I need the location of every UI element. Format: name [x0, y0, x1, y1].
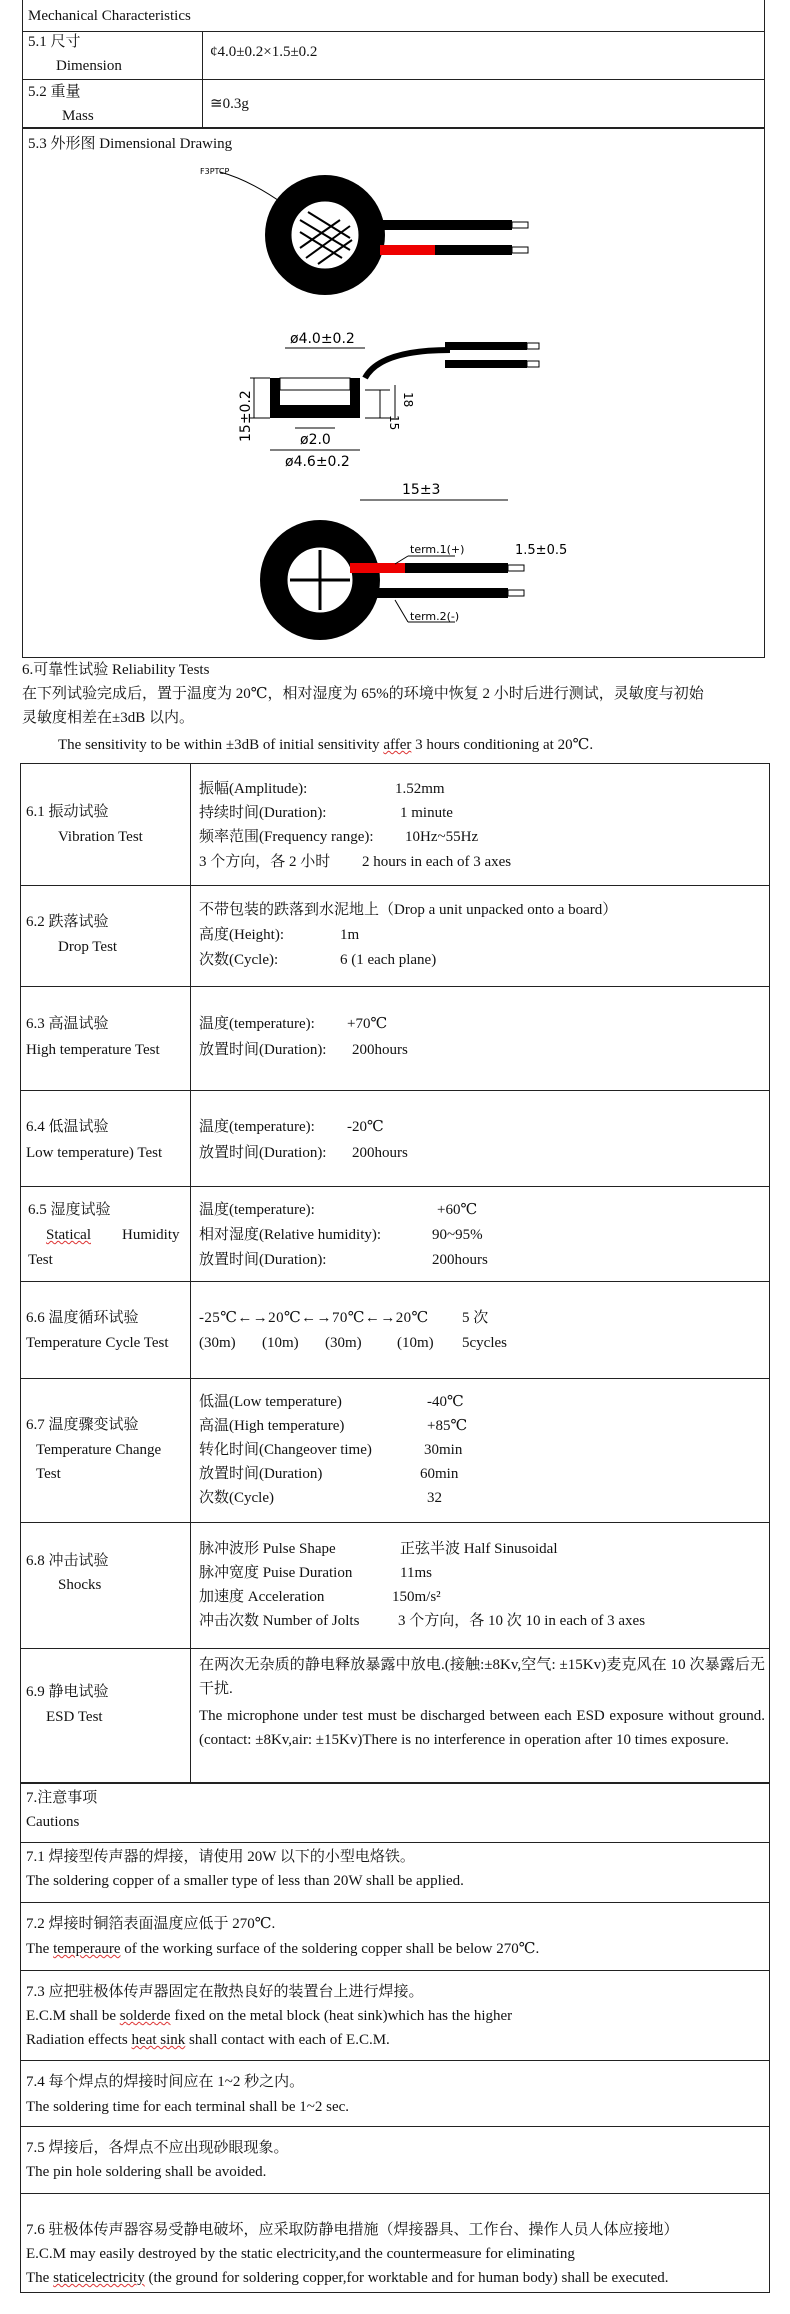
reliability-title: 6.可靠性试验 Reliability Tests — [22, 662, 210, 678]
test-6-4-l2: 放置时间(Duration): — [199, 1145, 327, 1161]
dimension-label-en: Dimension — [56, 58, 122, 74]
caution-7-2-en-a: The — [26, 1941, 54, 1957]
test-6-5-en2: Humidity — [122, 1227, 180, 1243]
caution-7-3-en1 — [26, 2004, 512, 2028]
caution-7-4-en: The soldering time for each terminal shall be 1~2 sec. — [26, 2099, 350, 2115]
dimensional-drawing — [190, 160, 580, 650]
test-6-3-l1: 温度(temperature): — [199, 1016, 315, 1032]
test-6-1-cn: 6.1 振动试验 — [26, 804, 109, 820]
test-6-9-cn-text: 在两次无杂质的静电释放暴露中放电.(接触:±8Kv,空气: ±15Kv)麦克风在 10 次暴露后无干扰. — [199, 1657, 765, 1697]
test-6-8-v1: 正弦半波 Half Sinusoidal — [400, 1541, 558, 1557]
test-6-8-l1: 脉冲波形 Pulse Shape — [199, 1541, 336, 1557]
caution-7-3-en1-b: solderde — [119, 2008, 171, 2024]
caution-7-6-en2-b: staticelectricity — [53, 2270, 145, 2286]
test-6-1-l4: 3 个方向，各 2 小时 — [199, 854, 331, 870]
caution-7-3-en2-a: Radiation effects — [26, 2032, 132, 2048]
caution-7-3-en1-a: E.C.M shall be — [26, 2008, 120, 2024]
test-6-6-t4: (10m) — [397, 1335, 434, 1351]
test-6-9-en: ESD Test — [46, 1709, 103, 1725]
test-6-3-v1: +70℃ — [347, 1016, 388, 1032]
test-6-6-en: Temperature Cycle Test — [26, 1335, 169, 1351]
test-6-6-t5: 5cycles — [462, 1335, 507, 1351]
dimension-label-cn: 5.1 尺寸 — [28, 34, 81, 50]
caution-7-2-en-b: temperaure — [53, 1941, 121, 1957]
reliability-en-a: The sensitivity to be within ±3dB of initial sensitivity — [58, 737, 384, 753]
caution-7-3-en2-c: shall contact with each of E.C.M. — [185, 2032, 390, 2048]
test-6-7-en2: Test — [36, 1466, 61, 1482]
caution-7-4-cn: 7.4 每个焊点的焊接时间应在 1~2 秒之内。 — [26, 2074, 305, 2090]
reliability-cn-2: 灵敏度相差在±3dB 以内。 — [22, 710, 194, 726]
test-6-1-l3: 频率范围(Frequency range): — [199, 829, 374, 845]
test-6-7-l2: 高温(High temperature) — [199, 1418, 345, 1434]
test-6-7-v5: 32 — [427, 1490, 442, 1506]
test-6-5-v1: +60℃ — [437, 1202, 478, 1218]
term2-label: term.2(-) — [410, 610, 460, 623]
caution-7-3-en2 — [26, 2028, 390, 2052]
test-6-1-v3: 10Hz~55Hz — [405, 829, 479, 845]
test-6-2-l3: 次数(Cycle): — [199, 952, 279, 968]
dim-base: ø4.6±0.2 — [285, 454, 350, 470]
mass-label-en: Mass — [62, 108, 94, 124]
test-6-8-en: Shocks — [58, 1577, 102, 1593]
test-6-7-l3: 转化时间(Changeover time) — [199, 1442, 372, 1458]
test-6-4-v1: -20℃ — [347, 1119, 384, 1135]
test-6-8-l3: 加速度 Acceleration — [199, 1589, 325, 1605]
test-6-5-en3: Test — [28, 1252, 53, 1268]
caution-7-6-en1: E.C.M may easily destroyed by the static electricity,and the countermeasure for eliminating — [26, 2246, 575, 2262]
caution-7-3-en1-c: fixed on the metal block (heat sink)which has the higher — [170, 2008, 513, 2024]
test-6-7-cn: 6.7 温度骤变试验 — [26, 1417, 139, 1433]
mechanical-header: Mechanical Characteristics — [28, 8, 191, 24]
test-6-3-en: High temperature Test — [26, 1042, 160, 1058]
caution-7-2-cn: 7.2 焊接时铜箔表面温度应低于 270℃. — [26, 1916, 276, 1932]
caution-7-5-cn: 7.5 焊接后，各焊点不应出现砂眼现象。 — [26, 2140, 289, 2156]
test-6-4-v2: 200hours — [352, 1145, 408, 1161]
test-6-2-l1: 不带包装的跌落到水泥地上（Drop a unit unpacked onto a board） — [199, 902, 618, 918]
caution-7-3-en2-b: heat sink — [131, 2032, 186, 2048]
test-6-1-l1: 振幅(Amplitude): — [199, 781, 308, 797]
test-6-8-l4: 冲击次数 Number of Jolts — [199, 1613, 360, 1629]
test-6-1-v1: 1.52mm — [395, 781, 445, 797]
test-6-9-en-text: The microphone under test must be discharged between each ESD exposure without ground.(contact: ±8Kv,air: ±15Kv)There is no interference in operation after 10 times exposure. — [199, 1708, 765, 1748]
test-6-5-l1: 温度(temperature): — [199, 1202, 315, 1218]
dim-lead: 15±3 — [402, 482, 441, 498]
caution-7-6-en2 — [26, 2266, 669, 2290]
test-6-2-v3: 6 (1 each plane) — [340, 952, 437, 968]
test-6-5-en1: Statical — [46, 1227, 91, 1243]
reliability-en-b: affer — [383, 737, 412, 753]
test-6-6-t1: (30m) — [199, 1335, 236, 1351]
test-6-7-v2: +85℃ — [427, 1418, 468, 1434]
caution-7-1-en: The soldering copper of a smaller type of less than 20W shall be applied. — [26, 1873, 464, 1889]
test-6-7-v1: -40℃ — [427, 1394, 464, 1410]
drawing-tag: F3PTCP — [200, 167, 230, 176]
dim-h: 15±0.2 — [238, 390, 254, 442]
test-6-6-cycle: -25℃←→20℃←→70℃←→20℃ — [199, 1310, 429, 1326]
test-6-8-v4: 3 个方向，各 10 次 10 in each of 3 axes — [398, 1613, 646, 1629]
caution-7-3-cn: 7.3 应把驻极体传声器固定在散热良好的装置台上进行焊接。 — [26, 1984, 424, 2000]
test-6-7-v4: 60min — [420, 1466, 459, 1482]
dim-15: 15 — [387, 415, 401, 431]
test-6-5-v3: 200hours — [432, 1252, 488, 1268]
test-6-7-en1: Temperature Change — [36, 1442, 162, 1458]
dim-od: ø4.0±0.2 — [290, 331, 355, 347]
cautions-title-cn: 7.注意事项 — [26, 1790, 98, 1806]
drawing-title: 5.3 外形图 Dimensional Drawing — [28, 136, 233, 152]
reliability-en — [58, 733, 593, 757]
strip-dim: 1.5±0.5 — [515, 543, 568, 558]
test-6-9-cn: 6.9 静电试验 — [26, 1684, 109, 1700]
test-6-2-v2: 1m — [340, 927, 360, 943]
mass-label-cn: 5.2 重量 — [28, 84, 81, 100]
test-6-1-en: Vibration Test — [58, 829, 143, 845]
mass-value: ≅0.3g — [210, 96, 249, 112]
dim-in: ø2.0 — [300, 432, 331, 448]
term1-label: term.1(+) — [410, 543, 465, 556]
test-6-1-v4: 2 hours in each of 3 axes — [362, 854, 512, 870]
test-6-3-l2: 放置时间(Duration): — [199, 1042, 327, 1058]
test-6-4-l1: 温度(temperature): — [199, 1119, 315, 1135]
reliability-cn-1: 在下列试验完成后，置于温度为 20℃，相对湿度为 65%的环境中恢复 2 小时后进行测试，灵敏度与初始 — [22, 686, 704, 702]
test-6-8-cn: 6.8 冲击试验 — [26, 1553, 109, 1569]
caution-7-6-en2-c: (the ground for soldering copper,for worktable and for human body) shall be executed. — [144, 2270, 669, 2286]
caution-7-6-cn: 7.6 驻极体传声器容易受静电破坏，应采取防静电措施（焊接器具、工作台、操作人员人体应接地） — [26, 2222, 679, 2238]
test-6-6-cn: 6.6 温度循环试验 — [26, 1310, 139, 1326]
test-6-3-cn: 6.3 高温试验 — [26, 1016, 109, 1032]
test-6-3-v2: 200hours — [352, 1042, 408, 1058]
test-6-7-l5: 次数(Cycle) — [199, 1490, 274, 1506]
test-6-1-l2: 持续时间(Duration): — [199, 805, 327, 821]
test-6-5-l3: 放置时间(Duration): — [199, 1252, 327, 1268]
test-6-8-l2: 脉冲宽度 Puise Duration — [199, 1565, 353, 1581]
test-6-1-v2: 1 minute — [400, 805, 453, 821]
test-6-2-en: Drop Test — [58, 939, 118, 955]
test-6-4-cn: 6.4 低温试验 — [26, 1119, 109, 1135]
test-6-6-t2: (10m) — [262, 1335, 299, 1351]
caution-7-5-en: The pin hole soldering shall be avoided. — [26, 2164, 267, 2180]
caution-7-6-en2-a: The — [26, 2270, 54, 2286]
test-6-5-v2: 90~95% — [432, 1227, 483, 1243]
test-6-5-cn: 6.5 湿度试验 — [28, 1202, 111, 1218]
caution-7-2-en — [26, 1937, 539, 1961]
reliability-en-c: 3 hours conditioning at 20℃. — [411, 737, 594, 753]
test-6-8-v3: 150m/s² — [392, 1589, 441, 1605]
test-6-7-l1: 低温(Low temperature) — [199, 1394, 342, 1410]
caution-7-2-en-c: of the working surface of the soldering copper shall be below 270℃. — [120, 1941, 540, 1957]
test-6-7-l4: 放置时间(Duration) — [199, 1466, 323, 1482]
test-6-8-v2: 11ms — [400, 1565, 432, 1581]
test-6-4-en: Low temperature) Test — [26, 1145, 163, 1161]
test-6-2-l2: 高度(Height): — [199, 927, 284, 943]
dim-18: 18 — [401, 392, 415, 408]
test-6-6-t3: (30m) — [325, 1335, 362, 1351]
test-6-7-v3: 30min — [424, 1442, 463, 1458]
test-6-5-l2: 相对湿度(Relative humidity): — [199, 1227, 382, 1243]
cautions-title-en: Cautions — [26, 1814, 80, 1830]
dimension-value: ¢4.0±0.2×1.5±0.2 — [210, 44, 318, 60]
test-6-6-count: 5 次 — [462, 1310, 489, 1326]
test-6-2-cn: 6.2 跌落试验 — [26, 914, 109, 930]
caution-7-1-cn: 7.1 焊接型传声器的焊接，请使用 20W 以下的小型电烙铁。 — [26, 1849, 415, 1865]
